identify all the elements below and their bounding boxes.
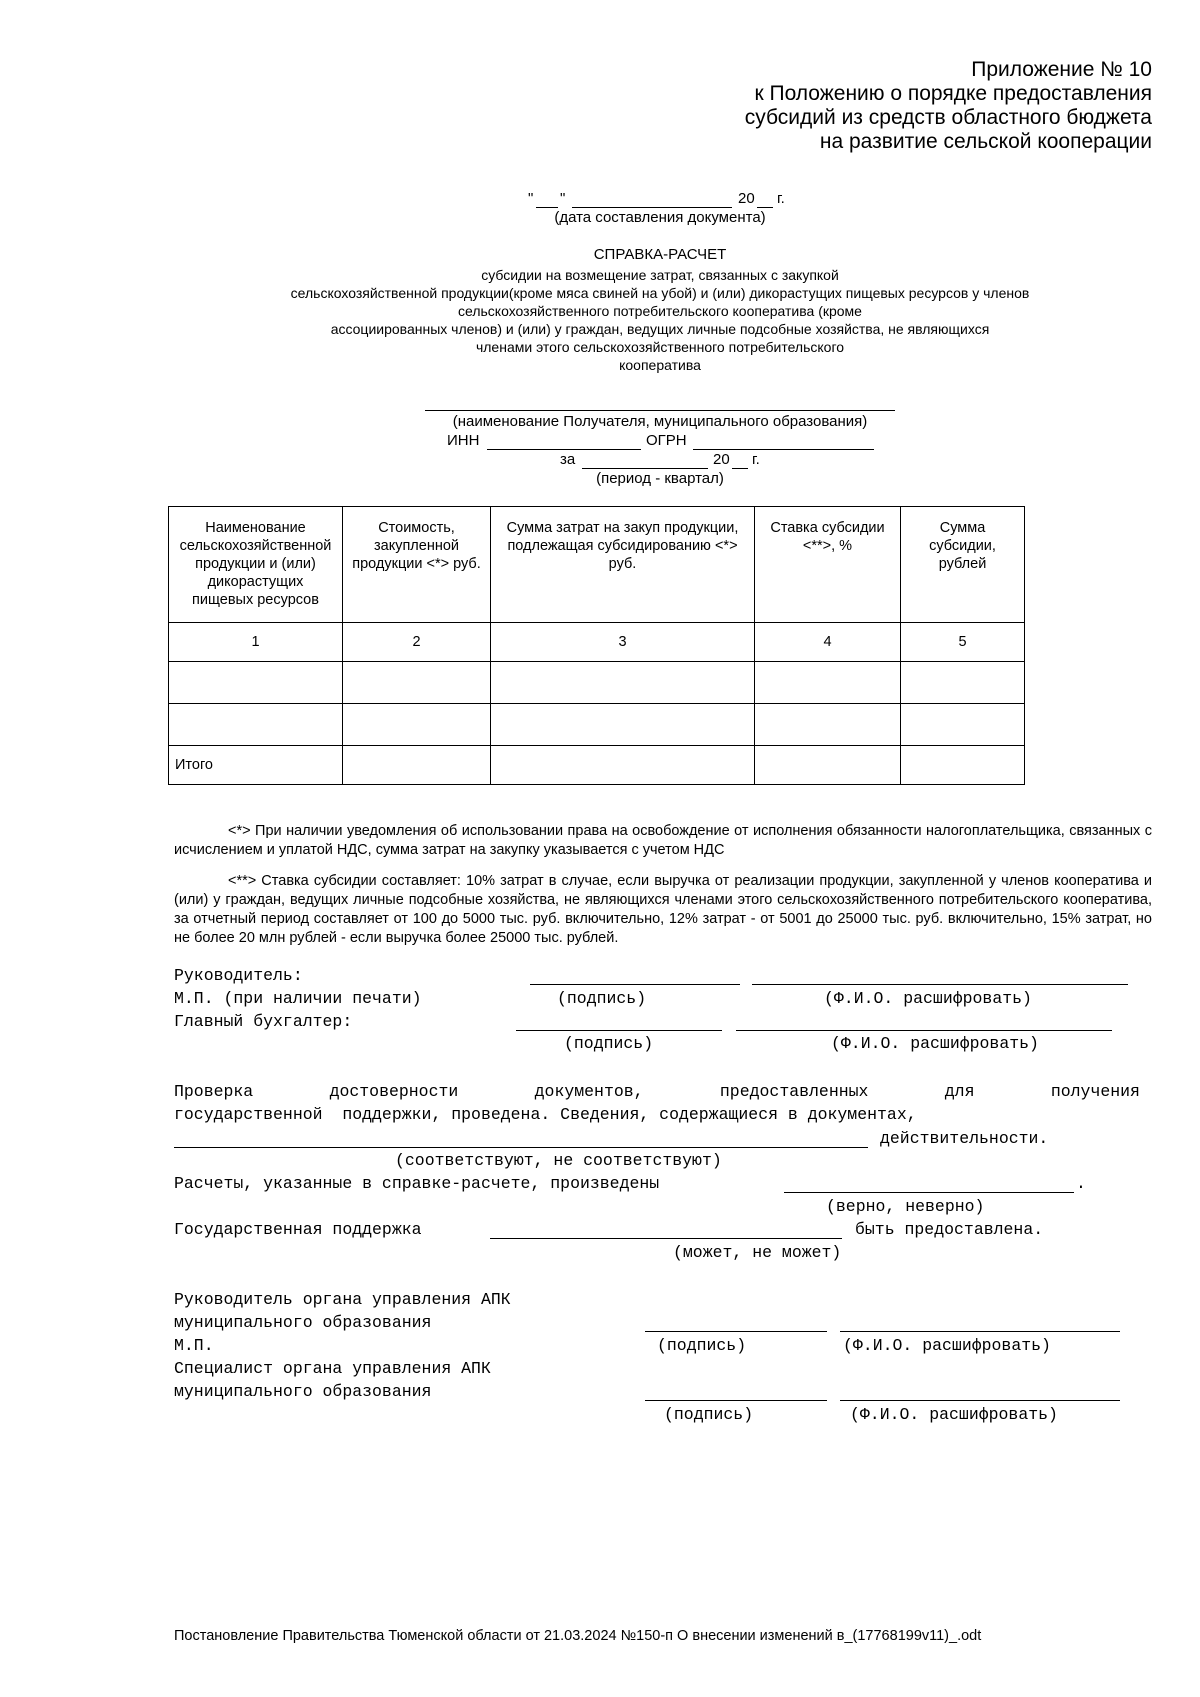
apk-head-name-caption: (Ф.И.О. расшифровать) [843, 1336, 1051, 1355]
date-year-prefix: 20 [738, 190, 755, 207]
date-caption: (дата составления документа) [554, 209, 766, 226]
subsidy-calculation-table [168, 506, 1025, 785]
table-cell[interactable] [755, 662, 901, 704]
apk-head-line-1: Руководитель органа управления АПК [174, 1290, 511, 1309]
ogrn-line [693, 449, 874, 450]
apk-spec-name-caption: (Ф.И.О. расшифровать) [850, 1405, 1058, 1424]
footnote-rate: <**> Ставка субсидии составляет: 10% затрат в случае, если выручка от реализации продукции, закупленной у членов кооператива и (или) у граждан, ведущих личные подсобные хозяйства, не являющихся членами этого сельскохозяйственного потребительского кооператива, за отчетный период составляет от 100 до 5000 тыс. руб. включительно, 12% затрат - от 5001 до 25000 тыс. руб. включительно, 15% затрат, но не более 20 млн рублей - если выручка более 25000 тыс. рублей. [174, 873, 1152, 946]
support-caption: (может, не может) [673, 1243, 842, 1262]
header-cost-subsidized: Сумма затрат на закуп продукции, подлежащая субсидированию <*> руб. [491, 507, 755, 623]
verification-line-1 [174, 1082, 1140, 1102]
verification-word: предоставленных [719, 1082, 869, 1101]
accountant-label: Главный бухгалтер: [174, 1012, 353, 1031]
inn-line [487, 449, 641, 450]
table-cell[interactable] [901, 662, 1025, 704]
table-cell[interactable] [169, 704, 343, 746]
header-product-name: Наименование сельскохозяйственной продукции и (или) дикорастущих пищевых ресурсов [169, 507, 343, 623]
verification-word: документов, [534, 1082, 644, 1101]
table-cell[interactable] [343, 662, 491, 704]
support-end: быть предоставлена. [855, 1220, 1044, 1239]
table-cell[interactable] [343, 746, 491, 785]
calc-result-line [784, 1192, 1074, 1193]
apk-head-sign-caption: (подпись) [657, 1336, 747, 1355]
apk-spec-sign-caption: (подпись) [664, 1405, 754, 1424]
head-name-line [752, 984, 1128, 985]
period-line [582, 468, 708, 469]
appendix-line-3: субсидий из средств областного бюджета [744, 106, 1152, 129]
period-caption: (период - квартал) [596, 470, 724, 487]
table-cell[interactable] [169, 662, 343, 704]
date-close-quote: " [560, 190, 566, 207]
verification-word: для [944, 1082, 975, 1101]
verification-word: получения [1050, 1082, 1140, 1101]
footer-document-reference: Постановление Правительства Тюменской области от 21.03.2024 №150-п О внесении изменений в_(17768199v11)_.odt [174, 1628, 982, 1644]
period-year-line [732, 468, 748, 469]
table-cell[interactable] [755, 704, 901, 746]
recipient-caption: (наименование Получателя, муниципального образования) [452, 413, 868, 430]
calc-caption: (верно, неверно) [826, 1197, 985, 1216]
appendix-header [745, 58, 1152, 154]
table-row [169, 662, 1025, 704]
table-row [169, 704, 1025, 746]
col-number-5: 5 [901, 623, 1025, 662]
stamp-label: М.П. (при наличии печати) [174, 989, 422, 1008]
col-number-2: 2 [343, 623, 491, 662]
support-text: Государственная поддержка [174, 1220, 422, 1239]
title-line-3: сельскохозяйственного потребительского кооператива (кроме [458, 303, 862, 319]
recipient-name-line [425, 410, 895, 411]
accountant-sign-line [516, 1030, 722, 1031]
apk-spec-line-1: Специалист органа управления АПК [174, 1359, 491, 1378]
col-number-3: 3 [491, 623, 755, 662]
document-title: СПРАВКА-РАСЧЕТ [593, 246, 727, 263]
period-prefix: за [560, 451, 576, 468]
compliance-line [174, 1147, 868, 1148]
col-number-1: 1 [169, 623, 343, 662]
head-label: Руководитель: [174, 966, 303, 985]
accountant-name-caption: (Ф.И.О. расшифровать) [831, 1034, 1039, 1053]
footnote-vat: <*> При наличии уведомления об использовании права на освобождение от исполнения обязанности налогоплательщика, связанных с исчислением и уплатой НДС, сумма затрат на закупку указывается с учетом НДС [174, 823, 1152, 858]
calc-text: Расчеты, указанные в справке-расчете, произведены [174, 1174, 660, 1193]
table-cell[interactable] [901, 704, 1025, 746]
table-cell[interactable] [343, 704, 491, 746]
date-month-line [572, 207, 732, 208]
ogrn-label: ОГРН [646, 432, 687, 449]
period-year: 20 [713, 451, 730, 468]
table-total-row [169, 746, 1025, 785]
apk-stamp: М.П. [174, 1336, 214, 1355]
period-suffix: г. [752, 451, 760, 468]
verification-line-3-end: действительности. [880, 1129, 1049, 1148]
title-line-4: ассоциированных членов) и (или) у граждан, ведущих личные подсобные хозяйства, не являющихся [330, 321, 990, 337]
table-header-row [169, 507, 1025, 623]
apk-head-line-2: муниципального образования [174, 1313, 432, 1332]
table-number-row [169, 623, 1025, 662]
apk-spec-line-2: муниципального образования [174, 1382, 432, 1401]
verification-word: достоверности [329, 1082, 459, 1101]
date-day-line [536, 207, 558, 208]
header-purchase-cost: Стоимость, закупленной продукции <*> руб. [343, 507, 491, 623]
apk-spec-sign-line [645, 1400, 827, 1401]
date-year-suffix: г. [777, 190, 785, 207]
apk-spec-name-line [840, 1400, 1120, 1401]
header-subsidy-amount: Сумма субсидии, рублей [901, 507, 1025, 623]
apk-head-name-line [840, 1331, 1120, 1332]
appendix-line-4: на развитие сельской кооперации [819, 130, 1152, 153]
title-line-5: членами этого сельскохозяйственного потребительского [475, 339, 845, 355]
verification-word: Проверка [174, 1082, 254, 1101]
verification-line-2: государственной поддержки, проведена. Сведения, содержащиеся в документах, [174, 1105, 917, 1124]
accountant-sign-caption: (подпись) [564, 1034, 654, 1053]
accountant-name-line [736, 1030, 1112, 1031]
table-cell[interactable] [491, 662, 755, 704]
header-subsidy-rate: Ставка субсидии <**>, % [755, 507, 901, 623]
date-open-quote: " [528, 190, 534, 207]
appendix-line-2: к Положению о порядке предоставления [754, 82, 1152, 105]
head-sign-caption: (подпись) [557, 989, 647, 1008]
compliance-caption: (соответствуют, не соответствуют) [395, 1151, 722, 1170]
table-cell[interactable] [491, 746, 755, 785]
inn-label: ИНН [447, 432, 480, 449]
title-line-2: сельскохозяйственной продукции(кроме мяса свиней на убой) и (или) дикорастущих пищевых ресурсов у членов [290, 285, 1030, 301]
apk-head-sign-line [645, 1331, 827, 1332]
calc-end: . [1076, 1174, 1086, 1193]
table-cell[interactable] [755, 746, 901, 785]
support-decision-line [490, 1238, 842, 1239]
table-cell[interactable] [901, 746, 1025, 785]
col-number-4: 4 [755, 623, 901, 662]
head-sign-line [530, 984, 740, 985]
appendix-number: Приложение № 10 [971, 58, 1152, 81]
date-year-line [757, 207, 773, 208]
total-label: Итого [169, 746, 343, 785]
title-line-1: субсидии на возмещение затрат, связанных с закупкой [481, 267, 839, 283]
head-name-caption: (Ф.И.О. расшифровать) [824, 989, 1032, 1008]
title-line-6: кооператива [619, 357, 701, 373]
table-cell[interactable] [491, 704, 755, 746]
